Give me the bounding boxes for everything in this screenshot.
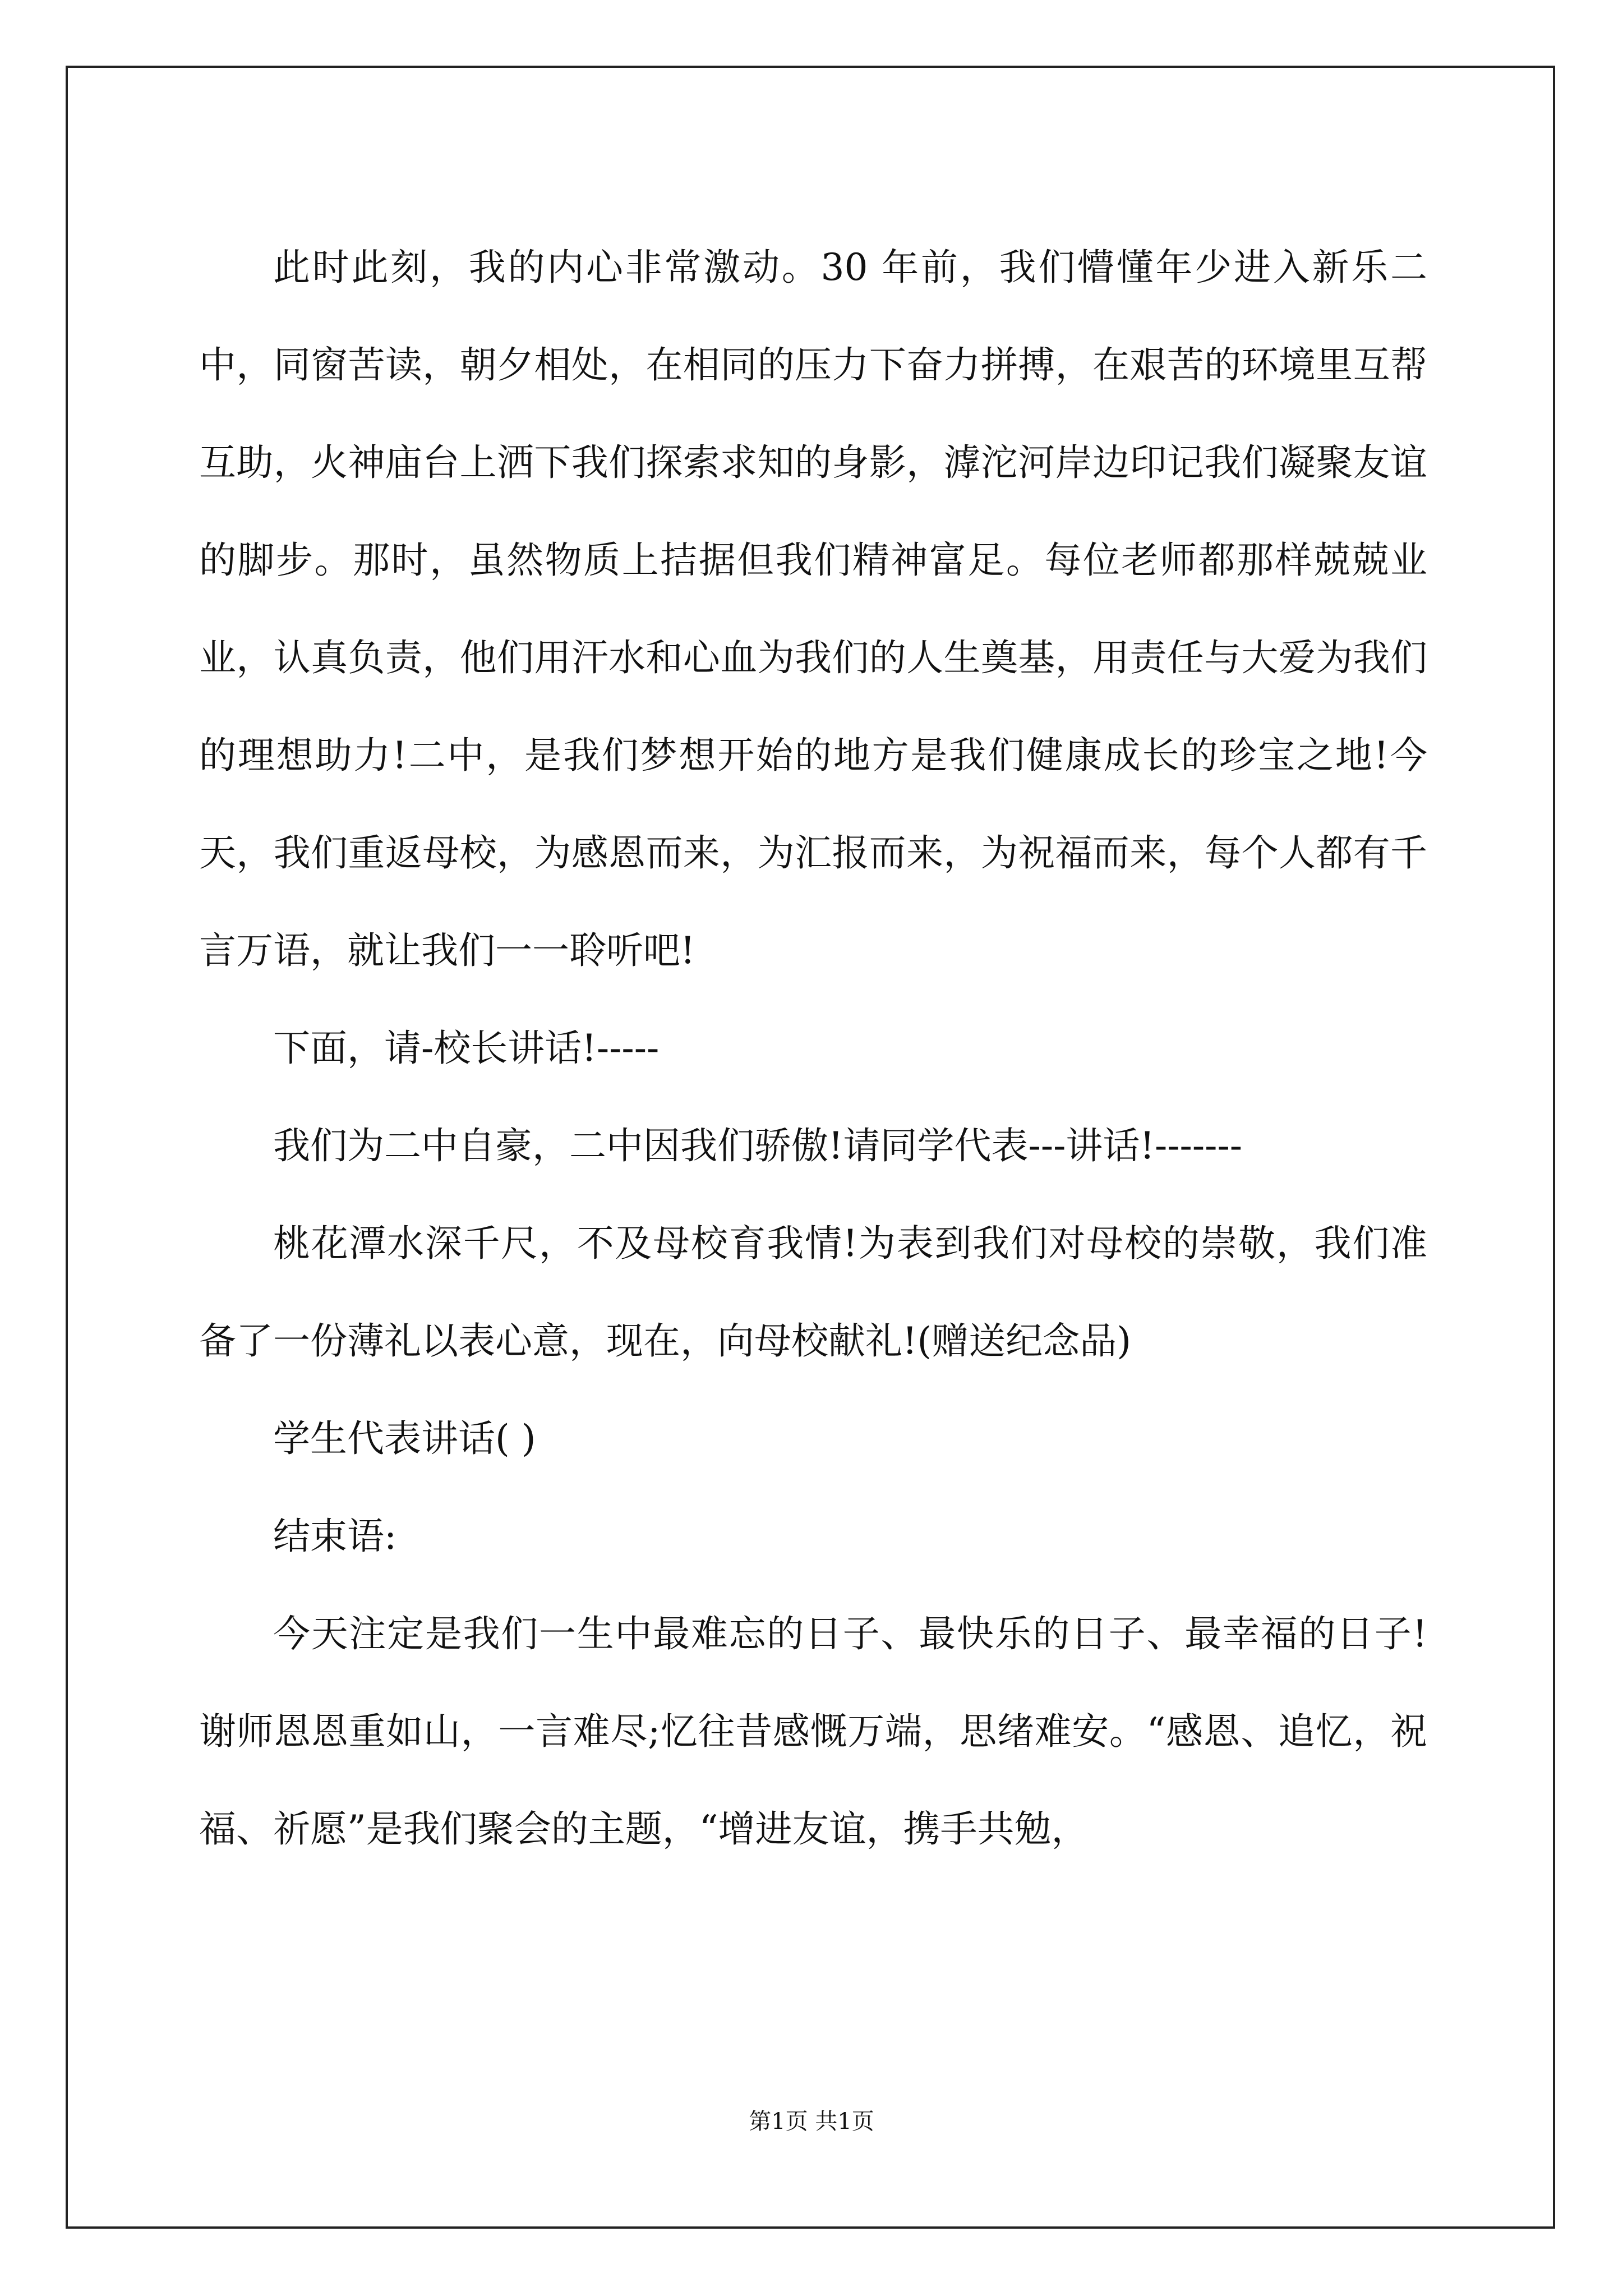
paragraph-classmate-speech: 我们为二中自豪，二中因我们骄傲!请同学代表---讲话!------- (273, 1124, 1243, 1167)
document-body (199, 219, 1427, 1878)
paragraph-student-representative: 学生代表讲话( ) (273, 1417, 536, 1460)
paragraph-principal-speech: 下面，请-校长讲话!----- (273, 1027, 660, 1070)
page-footer: 第1页 共1页 (749, 2109, 874, 2134)
paragraph-gift: 桃花潭水深千尺，不及母校育我情!为表到我们对母校的崇敬，我们准备了一份薄礼以表心意，现在，向母校献礼!(赠送纪念品) (199, 1222, 1427, 1363)
paragraph-closing-heading: 结束语: (273, 1515, 397, 1558)
paragraph-opening: 此时此刻，我的内心非常激动。30 年前，我们懵懂年少进入新乐二中，同窗苦读，朝夕相处，在相同的压力下奋力拼搏，在艰苦的环境里互帮互助，火神庙台上洒下我们探索求知的身影，滹沱河岸边印记我们凝聚友谊的脚步。那时，虽然物质上拮据但我们精神富足。每位老师都那样兢兢业业，认真负责，他们用汗水和心血为我们的人生奠基，用责任与大爱为我们的理想助力!二中，是我们梦想开始的地方是我们健康成长的珍宝之地!今天，我们重返母校，为感恩而来，为汇报而来，为祝福而来，每个人都有千言万语，就让我们一一聆听吧! (199, 246, 1427, 972)
paragraph-closing-text: 今天注定是我们一生中最难忘的日子、最快乐的日子、最幸福的日子!谢师恩恩重如山，一言难尽;忆往昔感慨万端，思绪难安。“感恩、追忆，祝福、祈愿”是我们聚会的主题，“增进友谊，携手共勉， (199, 1612, 1427, 1851)
